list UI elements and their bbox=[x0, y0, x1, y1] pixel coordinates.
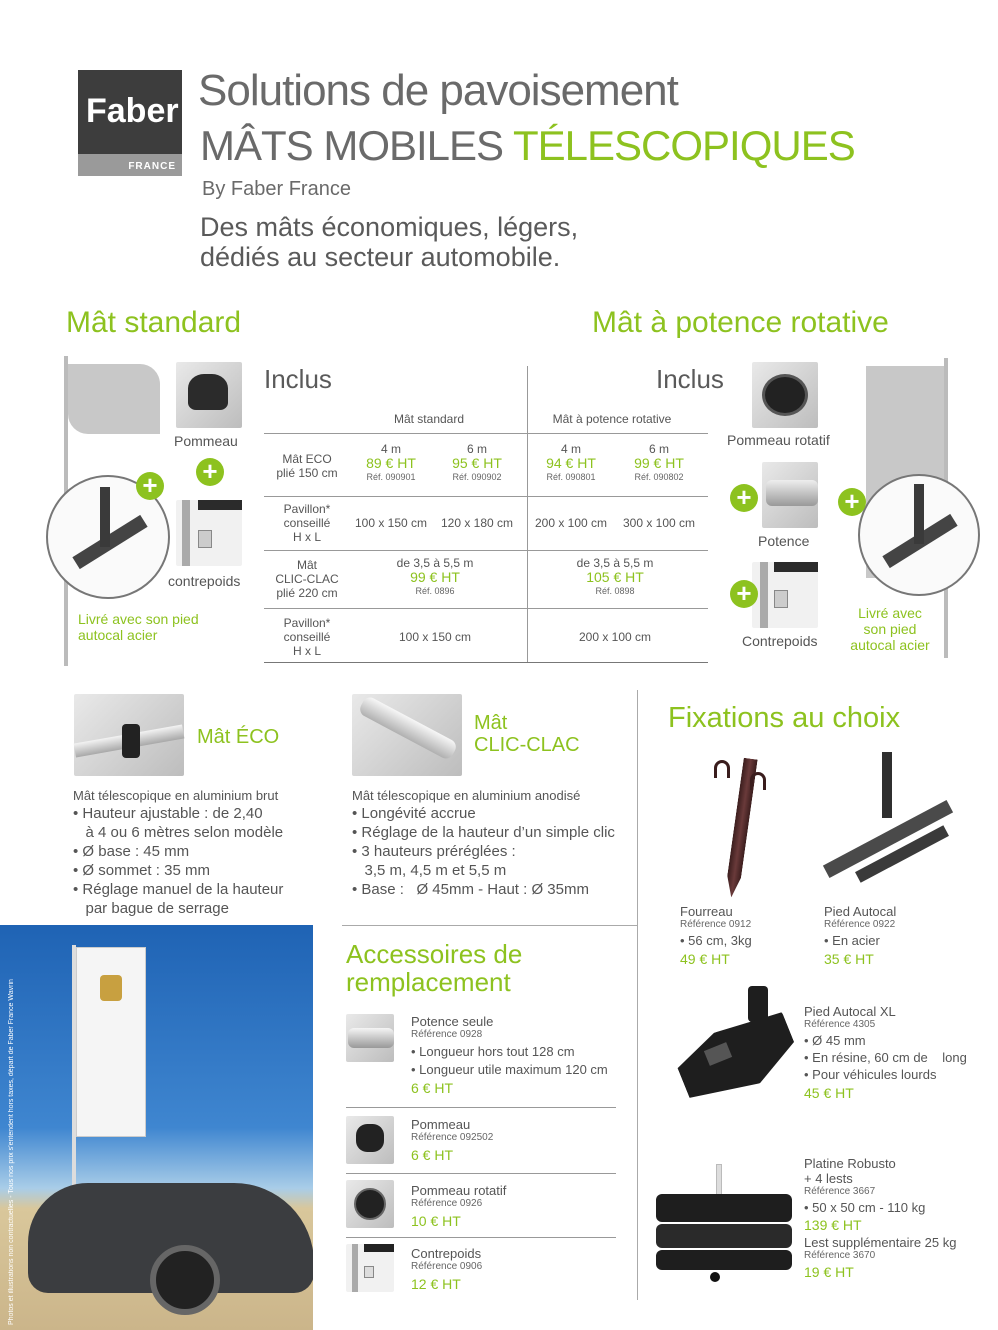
inclus-right: Inclus bbox=[656, 364, 724, 394]
label-line: Mât ECO bbox=[282, 452, 332, 466]
table-cell bbox=[530, 442, 612, 484]
fix-bullet: • Pour véhicules lourds bbox=[804, 1067, 937, 1082]
mat-clic-intro: Mât télescopique en aluminium anodisé bbox=[352, 788, 581, 803]
table-cell bbox=[540, 556, 690, 598]
contrepoids-image-right bbox=[752, 562, 818, 628]
fix-price: 19 € HT bbox=[804, 1264, 854, 1280]
acc-name: Pommeau rotatif bbox=[411, 1183, 507, 1198]
subtitle-b: TÉLESCOPIQUES bbox=[512, 122, 855, 169]
cell-ref: Réf. 090802 bbox=[634, 472, 684, 482]
pommeau-rotatif-acc-image bbox=[346, 1180, 394, 1228]
mat-eco-list bbox=[73, 804, 283, 918]
label-line: Mât bbox=[296, 558, 317, 572]
table-cell bbox=[436, 442, 518, 484]
accessory-item bbox=[411, 1246, 482, 1292]
cell-price: 99 € HT bbox=[410, 569, 460, 585]
fix-name: Fourreau bbox=[680, 904, 733, 919]
fix-bullet: • En résine, 60 cm de long bbox=[804, 1050, 967, 1065]
livre-line-1: Livré avec bbox=[858, 605, 922, 621]
contrepoids-label-right: Contrepoids bbox=[742, 633, 818, 649]
table-cell: 120 x 180 cm bbox=[440, 516, 514, 530]
cell-price: 99 € HT bbox=[634, 455, 684, 471]
bullet-item: 3,5 m, 4,5 m et 5,5 m bbox=[352, 862, 507, 879]
table-cell bbox=[618, 442, 700, 484]
fourreau-image bbox=[690, 752, 786, 902]
flag-image bbox=[68, 364, 160, 434]
plus-icon: + bbox=[730, 580, 758, 608]
byline: By Faber France bbox=[202, 178, 351, 200]
acc-divider bbox=[346, 1107, 616, 1108]
pommeau-label: Pommeau bbox=[174, 433, 238, 449]
acc-name: Potence seule bbox=[411, 1014, 494, 1029]
bullet-item: • Base : Ø 45mm - Haut : Ø 35mm bbox=[352, 881, 589, 898]
cell-height: de 3,5 à 5,5 m bbox=[396, 556, 474, 570]
table-cell: 100 x 150 cm bbox=[398, 630, 472, 644]
subtitle-a: MÂTS MOBILES bbox=[200, 122, 504, 169]
livre-line-1: Livré avec son pied bbox=[78, 611, 199, 627]
bullet-item: • Hauteur ajustable : de 2,40 bbox=[73, 805, 263, 822]
label-line: conseillé bbox=[283, 630, 331, 644]
acc-price: 6 € HT bbox=[411, 1080, 454, 1096]
table-divider bbox=[527, 366, 528, 662]
cell-price: 89 € HT bbox=[366, 455, 416, 471]
fix-bullet: • Ø 45 mm bbox=[804, 1033, 866, 1048]
faber-logo bbox=[78, 70, 182, 176]
plus-icon: + bbox=[136, 472, 164, 500]
cell-height: 6 m bbox=[466, 442, 487, 456]
cell-price: 94 € HT bbox=[546, 455, 596, 471]
contrepoids-image bbox=[176, 500, 242, 566]
fix-price: 49 € HT bbox=[680, 951, 730, 967]
tagline-line-2: dédiés au secteur automobile. bbox=[200, 242, 561, 272]
column-divider bbox=[637, 690, 638, 1300]
autocal-xl-block bbox=[804, 1004, 967, 1101]
legal-note: Photos et illustrations non contractuelles - Tous nos prix s’entendent hors taxes, départ de Faber France Wavrin bbox=[8, 979, 15, 1325]
table-rule bbox=[264, 608, 708, 609]
fix-price: 35 € HT bbox=[824, 951, 874, 967]
robusto-block bbox=[804, 1156, 956, 1280]
table-rule bbox=[264, 496, 708, 497]
pommeau-acc-image bbox=[346, 1116, 394, 1164]
autocal-block bbox=[824, 904, 896, 967]
acc-price: 10 € HT bbox=[411, 1213, 461, 1229]
bullet-item: • Longévité accrue bbox=[352, 805, 476, 822]
bullet-item: • Réglage manuel de la hauteur bbox=[73, 881, 284, 898]
cell-height: de 3,5 à 5,5 m bbox=[576, 556, 654, 570]
page-title: Solutions de pavoisement bbox=[198, 66, 678, 115]
table-row-label bbox=[264, 502, 350, 544]
potence-seule-image bbox=[346, 1014, 394, 1062]
cell-height: 4 m bbox=[560, 442, 581, 456]
fix-bullet: • En acier bbox=[824, 933, 880, 948]
cell-ref: Réf. 090902 bbox=[452, 472, 502, 482]
plus-icon: + bbox=[838, 488, 866, 516]
pommeau-rotatif-label: Pommeau rotatif bbox=[727, 432, 830, 448]
bullet-item: • 3 hauteurs préréglées : bbox=[352, 843, 516, 860]
label-line: plié 150 cm bbox=[276, 466, 338, 480]
platine-robusto-image bbox=[654, 1160, 794, 1284]
acc-divider bbox=[346, 1173, 616, 1174]
fix-ref: Référence 3670 bbox=[804, 1250, 876, 1261]
livre-line-3: autocal acier bbox=[850, 637, 930, 653]
table-rule bbox=[264, 662, 708, 663]
fix-name: Pied Autocal XL bbox=[804, 1004, 896, 1019]
label-line: conseillé bbox=[283, 516, 331, 530]
table-row-label bbox=[264, 452, 350, 480]
acc-price: 6 € HT bbox=[411, 1147, 454, 1163]
section-title-potence: Mât à potence rotative bbox=[592, 306, 889, 339]
fixations-title: Fixations au choix bbox=[668, 702, 901, 734]
table-cell: 200 x 100 cm bbox=[578, 630, 652, 644]
table-col-header-potence: Mât à potence rotative bbox=[552, 412, 672, 426]
label-line: H x L bbox=[292, 644, 321, 658]
acc-bullet: • Longueur hors tout 128 cm bbox=[411, 1044, 575, 1059]
bullet-item: • Ø base : 45 mm bbox=[73, 843, 190, 860]
table-cell: 300 x 100 cm bbox=[622, 516, 696, 530]
pommeau-rotatif-image bbox=[752, 362, 818, 428]
table-row-label bbox=[264, 558, 350, 600]
accessory-item bbox=[411, 1183, 506, 1229]
acc-ref: Référence 0926 bbox=[411, 1198, 483, 1209]
cell-ref: Réf. 090801 bbox=[546, 472, 596, 482]
clic-title-line: CLIC-CLAC bbox=[474, 734, 580, 756]
cell-ref: Réf. 090901 bbox=[366, 472, 416, 482]
page-subtitle bbox=[200, 122, 855, 170]
mat-clic-image bbox=[352, 694, 462, 776]
label-line: CLIC-CLAC bbox=[275, 572, 339, 586]
livre-note-potence bbox=[850, 605, 930, 653]
table-cell: 200 x 100 cm bbox=[534, 516, 608, 530]
fix-name: + 4 lests bbox=[804, 1171, 853, 1186]
bullet-item: • Ø sommet : 35 mm bbox=[73, 862, 210, 879]
fix-ref: Référence 3667 bbox=[804, 1186, 876, 1197]
fix-price: 139 € HT bbox=[804, 1217, 862, 1233]
fix-price: 45 € HT bbox=[804, 1085, 854, 1101]
label-line: Pavillon* bbox=[283, 502, 331, 516]
table-col-header-standard: Mât standard bbox=[393, 412, 465, 426]
fix-name: Pied Autocal bbox=[824, 904, 897, 919]
inclus-left: Inclus bbox=[264, 364, 332, 394]
fourreau-block bbox=[680, 904, 752, 967]
fix-ref: Référence 4305 bbox=[804, 1019, 876, 1030]
acc-ref: Référence 0928 bbox=[411, 1029, 483, 1040]
fix-ref: Référence 0922 bbox=[824, 919, 896, 930]
pied-autocal-xl-image bbox=[666, 986, 798, 1116]
livre-line-2: autocal acier bbox=[78, 627, 158, 643]
fix-bullet: • 56 cm, 3kg bbox=[680, 933, 752, 948]
table-cell bbox=[350, 442, 432, 484]
livre-note-standard bbox=[78, 611, 199, 643]
acc-title-line: remplacement bbox=[346, 967, 511, 997]
car-photo bbox=[0, 925, 313, 1330]
cell-ref: Réf. 0896 bbox=[415, 586, 455, 596]
potence-label: Potence bbox=[758, 533, 810, 549]
pied-autocal-image bbox=[812, 752, 962, 882]
fix-bullet: • 50 x 50 cm - 110 kg bbox=[804, 1200, 926, 1215]
bullet-item: à 4 ou 6 mètres selon modèle bbox=[73, 824, 284, 841]
pommeau-image bbox=[176, 362, 242, 428]
fix-ref: Référence 0912 bbox=[680, 919, 752, 930]
acc-price: 12 € HT bbox=[411, 1276, 461, 1292]
clic-title-line: Mât bbox=[474, 712, 508, 734]
logo-country: FRANCE bbox=[128, 161, 176, 172]
acc-divider bbox=[346, 1237, 616, 1238]
potence-image bbox=[762, 462, 818, 528]
acc-title-line: Accessoires de bbox=[346, 939, 523, 969]
cell-height: 6 m bbox=[648, 442, 669, 456]
livre-line-2: son pied bbox=[863, 621, 917, 637]
contrepoids-label: contrepoids bbox=[168, 573, 241, 589]
table-rule bbox=[264, 550, 708, 551]
pricing-table bbox=[264, 366, 708, 666]
acc-ref: Référence 092502 bbox=[411, 1132, 494, 1143]
label-line: H x L bbox=[292, 530, 321, 544]
table-row-label bbox=[264, 616, 350, 658]
cell-ref: Réf. 0898 bbox=[595, 586, 635, 596]
acc-name: Contrepoids bbox=[411, 1246, 482, 1261]
fix-name: Platine Robusto bbox=[804, 1156, 896, 1171]
accessory-item bbox=[411, 1014, 608, 1096]
mat-clic-list bbox=[352, 804, 615, 899]
bullet-item: • Réglage de la hauteur d’un simple clic bbox=[352, 824, 615, 841]
foot-detail-image-right bbox=[858, 474, 980, 596]
mat-eco-title: Mât ÉCO bbox=[197, 726, 280, 748]
accessory-item bbox=[411, 1117, 493, 1163]
label-line: Pavillon* bbox=[283, 616, 331, 630]
section-title-standard: Mât standard bbox=[66, 306, 242, 339]
mat-eco-intro: Mât télescopique en aluminium brut bbox=[73, 788, 279, 803]
section-divider bbox=[342, 925, 638, 926]
acc-name: Pommeau bbox=[411, 1117, 471, 1132]
tagline-line-1: Des mâts économiques, légers, bbox=[200, 212, 579, 242]
cell-price: 105 € HT bbox=[586, 569, 644, 585]
mat-clic-title bbox=[474, 712, 580, 756]
contrepoids-acc-image bbox=[346, 1244, 394, 1292]
table-cell bbox=[360, 556, 510, 598]
tagline bbox=[200, 212, 700, 272]
table-rule bbox=[264, 433, 708, 434]
cell-price: 95 € HT bbox=[452, 455, 502, 471]
acc-bullet: • Longueur utile maximum 120 cm bbox=[411, 1062, 608, 1077]
table-cell: 100 x 150 cm bbox=[354, 516, 428, 530]
label-line: plié 220 cm bbox=[276, 586, 338, 600]
plus-icon: + bbox=[730, 484, 758, 512]
logo-word: Faber bbox=[86, 92, 179, 130]
accessoires-title bbox=[346, 940, 522, 996]
acc-ref: Référence 0906 bbox=[411, 1261, 483, 1272]
plus-icon: + bbox=[196, 458, 224, 486]
bullet-item: par bague de serrage bbox=[73, 900, 229, 917]
fix-lest: Lest supplémentaire 25 kg bbox=[804, 1235, 957, 1250]
cell-height: 4 m bbox=[380, 442, 401, 456]
mat-eco-image bbox=[74, 694, 184, 776]
